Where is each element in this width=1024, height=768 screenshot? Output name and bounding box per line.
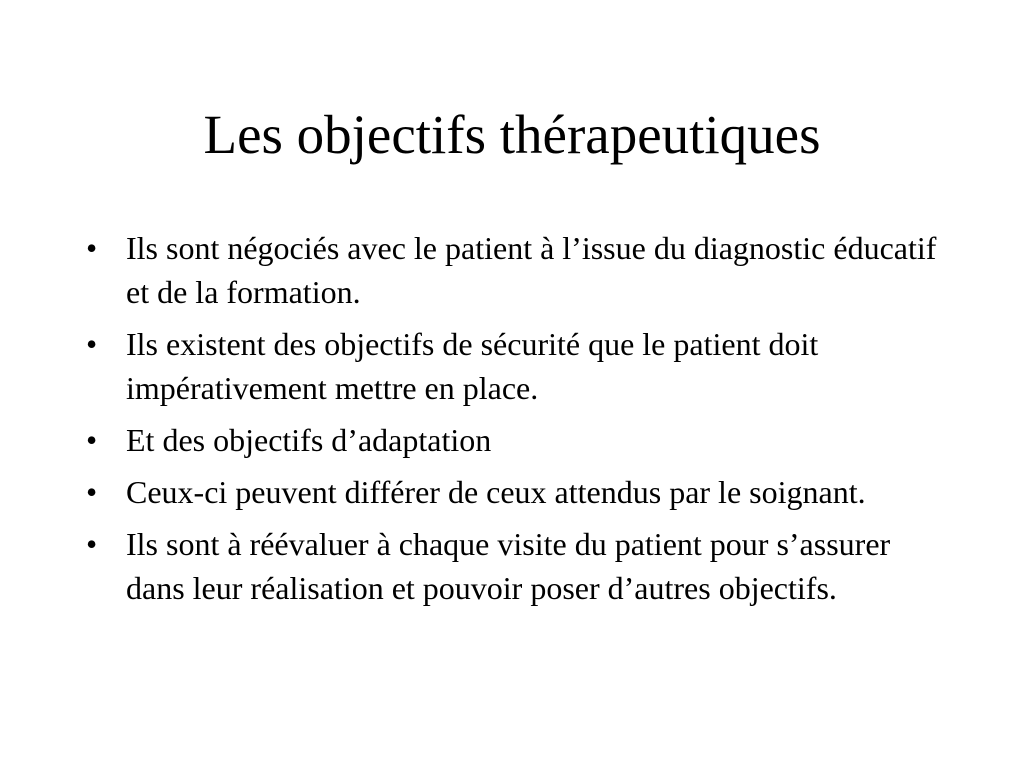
bullet-text: Ceux-ci peuvent différer de ceux attendus par le soignant. <box>126 474 866 510</box>
bullet-text: Ils existent des objectifs de sécurité que le patient doit impérativement mettre en place. <box>126 326 819 406</box>
bullet-icon: • <box>86 526 98 562</box>
bullet-list <box>80 226 950 618</box>
bullet-item <box>80 522 950 610</box>
bullet-item <box>80 470 950 514</box>
bullet-icon: • <box>86 474 98 510</box>
bullet-icon: • <box>86 326 98 362</box>
bullet-text: Et des objectifs d’adaptation <box>126 422 492 458</box>
bullet-item <box>80 322 950 410</box>
bullet-icon: • <box>86 230 98 266</box>
slide-title: Les objectifs thérapeutiques <box>203 104 821 165</box>
bullet-icon: • <box>86 422 98 458</box>
bullet-item <box>80 226 950 314</box>
bullet-text: Ils sont à réévaluer à chaque visite du patient pour s’assurer dans leur réalisation et pouvoir poser d’autres objectifs. <box>126 526 891 606</box>
bullet-text: Ils sont négociés avec le patient à l’issue du diagnostic éducatif et de la formation. <box>126 230 937 310</box>
bullet-item <box>80 418 950 462</box>
